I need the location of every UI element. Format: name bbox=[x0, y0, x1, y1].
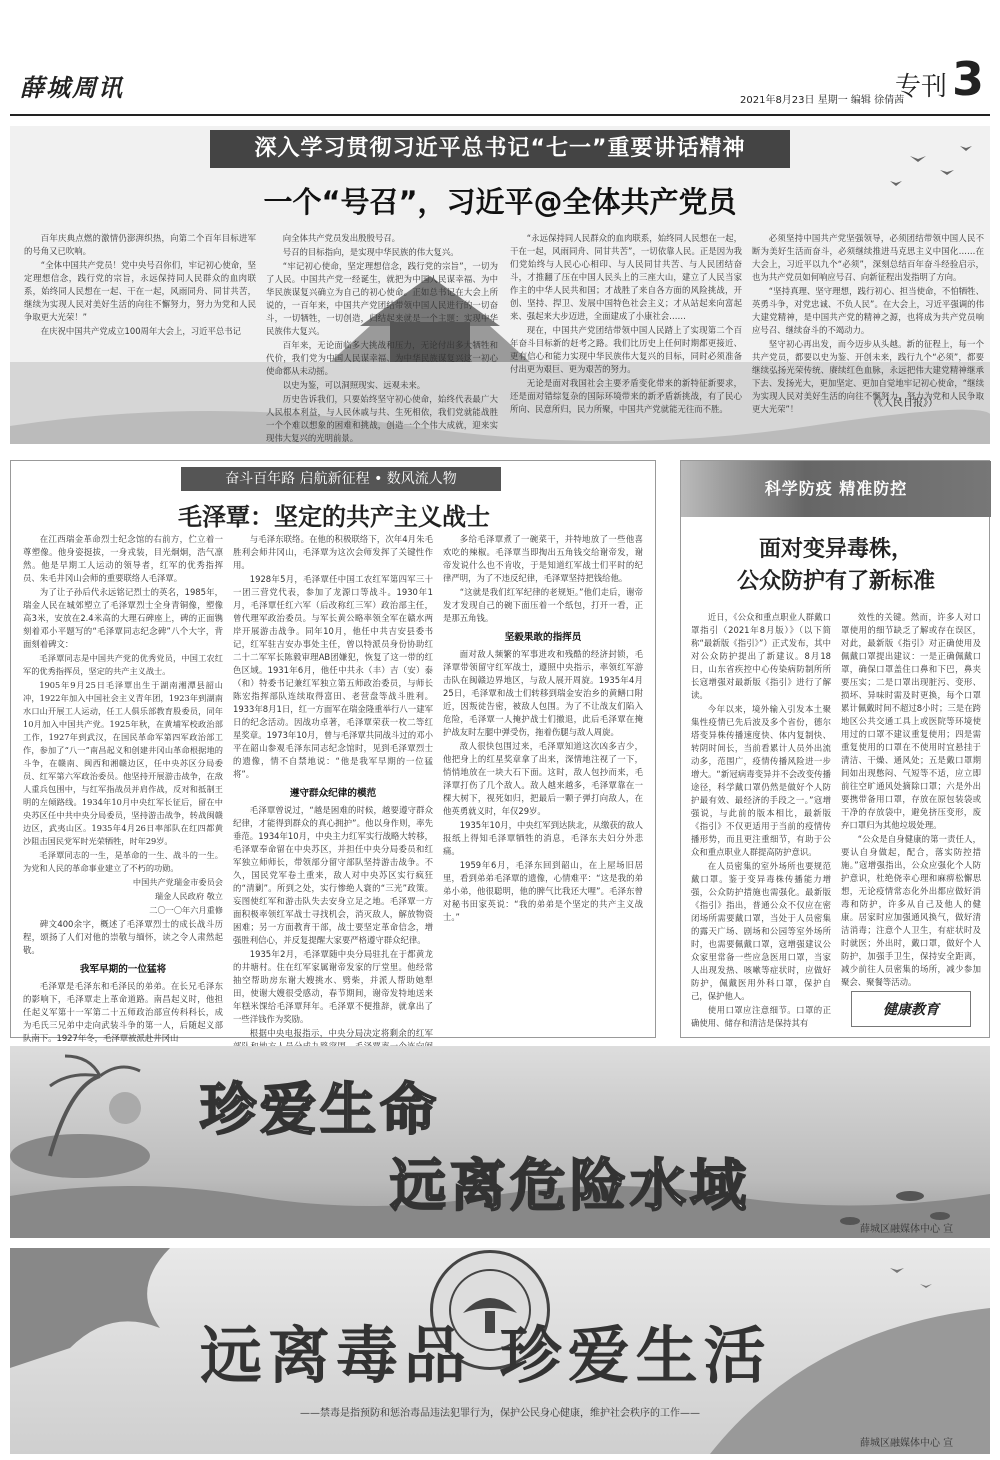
anti-drug-credit: 薛城区融媒体中心 宣 bbox=[860, 1438, 954, 1449]
covid-column-2 bbox=[841, 611, 981, 990]
feature-column-4 bbox=[752, 232, 984, 417]
anti-drug-subtitle: ——禁毒是指预防和惩治毒品违法犯罪行为，保护公民身心健康，维护社会秩序的工作—— bbox=[300, 1408, 700, 1419]
signature: 中国共产党瑞金市委员会 bbox=[132, 877, 223, 887]
paragraph: “永远保持同人民群众的血肉联系，始终同人民想在一起，干在一起，风雨同舟、同甘共苦”，一切依靠人民。正是因为我们党始终与人民心心相印、与人民同甘共苦、与人民团结奋斗，才推翻了压在中国人民头上的三座大山，建立了人民当家作主的中华人民共和国；才战胜了来自各方面的风险挑战，开创、坚持、捍卫、发展中国特色社会主义；才从站起来向富起来、强起来大步迈进，全面建成了小康社会…… bbox=[510, 233, 742, 321]
paragraph: 近日，《公众和重点职业人群戴口罩指引（2021年8月版）》（以下简称“最新版《指引》”）正式发布，其中对公众防护提出了新建议。8月18日，山东省疾控中心传染病防制所所长寇增强对最新版《指引》进行了解读。 bbox=[691, 612, 831, 700]
article-title: 毛泽覃：坚定的共产主义战士 bbox=[178, 502, 490, 531]
paragraph: 毛泽覃同志是中国共产党的优秀党员，中国工农红军的优秀指挥员，坚定的共产主义战士。 bbox=[23, 653, 223, 676]
paragraph: “全体中国共产党员！党中央号召你们，牢记初心使命，坚定理想信念，践行党的宗旨，永远保持同人民群众的血肉联系，始终同人民想在一起、干在一起，风雨同舟、同甘共苦，继续为实现人民对美好生活的向往不懈努力，努力为党和人民争取更大光荣！” bbox=[24, 260, 256, 322]
paragraph: 现在，中国共产党团结带领中国人民踏上了实现第二个百年奋斗目标新的赶考之路。我们比历史上任何时期都更接近、更有信心和能力实现中华民族伟大复兴的目标，同时必须准备付出更为艰巨、更为艰苦的努力。 bbox=[510, 325, 742, 374]
paragraph: 1935年10月，中央红军到达陕北，从缴获的敌人报纸上得知毛泽覃牺牲的消息，毛泽东夫妇分外悲痛。 bbox=[443, 820, 643, 856]
paragraph: 向全体共产党员发出殷殷号召。 bbox=[282, 233, 401, 243]
water-safety-banner bbox=[10, 1046, 990, 1238]
paragraph: 号召的目标指向，是实现中华民族的伟大复兴。 bbox=[282, 247, 459, 257]
article-banner: 奋斗百年路 启航新征程 • 数风流人物 bbox=[181, 467, 501, 491]
paragraph: 敌人很快包围过来，毛泽覃知道这次凶多吉少，他把身上的红星奖章拿了出来，深情地注视了一下，悄悄地放在一块大石下面。这时，敌人包抄而来，毛泽覃打伤了几个敌人。敌人越来越多，毛泽覃靠在一棵大树下，视死如归，把最后一颗子弹打向敌人，在他英勇就义时，年仅29岁。 bbox=[443, 741, 643, 816]
subheading: 遵守群众纪律的模范 bbox=[289, 788, 377, 799]
feature-column-2 bbox=[266, 232, 498, 444]
paragraph: 1959年6月，毛泽东回到韶山，在上屋场旧居里，看到弟弟毛泽覃的遗像，心情难平：“这是我的弟弟小弟，他很聪明，他的脾气比我还大哩”。毛泽东曾对秘书田家英说：“我的弟弟是个坚定的共产主义战士。” bbox=[443, 860, 643, 922]
covid-title bbox=[681, 533, 991, 597]
paragraph: 碑文400余字，概述了毛泽覃烈士的成长战斗历程，颂扬了人们对他的崇敬与缅怀，读之令人肃然起敬。 bbox=[23, 919, 223, 955]
paragraph: 今年以来，境外输入引发本土聚集性疫情已先后波及多个省份，德尔塔变异株传播速度快、体内复制快、转阴时间长，当前看累计人员外出流动多，范围广，疫情传播风险进一步增大。“新冠病毒变异并不会改变传播途径，科学戴口罩仍然是做好个人防护最有效、最经济的手段之一。”寇增强说，与此前的版本相比，最新版《指引》不仅更适用于当前的疫情传播形势，而且更注重细节，有助于公众和重点职业人群提高防护意识。 bbox=[691, 704, 831, 857]
memorial-inscription bbox=[23, 652, 223, 917]
water-slogan-line1: 珍爱生命 bbox=[200, 1078, 440, 1143]
paragraph: 使用口罩应注意细节。口罩的正确使用、储存和清洁是保持其有 bbox=[691, 1005, 831, 1028]
paragraph: 历史告诉我们，只要始终坚守初心使命，始终代表最广大人民根本利益，与人民休戚与共、生死相依，我们党就能战胜一个个难以想象的困难和挑战，创造一个个伟大成就，迎来实现伟大复兴的光明前景。 bbox=[266, 394, 498, 443]
paragraph: “牢记初心使命，坚定理想信念，践行党的宗旨”，一切为了人民。中国共产党一经诞生，就把为中国人民谋幸福、为中华民族谋复兴确立为自己的初心使命。正如总书记在大会上所说的，一百年来，中国共产党团结带领中国人民进行的一切奋斗，一切牺牲，一切创造，归结起来就是一个主题：实现中华民族伟大复兴。 bbox=[266, 261, 498, 336]
paragraph: 1905年9月25日毛泽覃出生于湖南湘潭县韶山冲，1922年加入中国社会主义青年团，1923年到湖南水口山开展工人运动，任工人俱乐部教育股委员，同年10月加入中国共产党。1925年秋，在黄埔军校政治部工作，1927年到武汉，在国民革命军第四军政治部工作，参加了“八一”南昌起义和创建井冈山革命根据地的斗争，在赣南、闽西和湘赣边区，任中央苏区分局委员、红军第六军政治委员。他坚持开展游击战争，在敌人重兵包围中，与红军指战员并肩作战，反对和抵制王明的左倾路线。1934年10月中央红军长征后，留在中央苏区任中共中央分局委员，坚持游击战争，转战闽赣边区，武夷山区。1935年4月26日率部队在红四都黄沙阻击国民党军时光荣牺牲，时年29岁。 bbox=[23, 680, 223, 846]
section-label: 专刊 bbox=[895, 72, 948, 102]
paragraph: 毛泽覃是毛泽东和毛泽民的弟弟。在长兄毛泽东的影响下，毛泽覃走上革命道路。南昌起义时，他担任起义军第十一军第二十五师政治部宣传科科长，成为毛氏三兄弟中走向武装斗争的第一人，后随起义部队南下。1927年冬，毛泽覃被派赴井冈山 bbox=[23, 981, 223, 1043]
covid-column-1 bbox=[691, 611, 831, 1031]
paper-name: 薛城周讯 bbox=[20, 73, 124, 102]
subheading: 我军早期的一位猛将 bbox=[79, 964, 167, 975]
covid-title-line: 公众防护有了新标准 bbox=[736, 568, 935, 594]
paragraph: 无论是面对我国社会主要矛盾变化带来的新特征新要求，还是面对错综复杂的国际环境带来的新矛盾新挑战，有了民心所向、民意所归，民力所聚，中国共产党就能无往而不胜。 bbox=[510, 378, 742, 414]
anti-drug-banner bbox=[10, 1248, 990, 1454]
feature-column-3 bbox=[510, 232, 742, 417]
paragraph: 以史为鉴，可以洞照现实、远观未来。 bbox=[282, 380, 426, 390]
feature-section bbox=[10, 126, 990, 444]
health-education-stamp: 健康教育 bbox=[851, 991, 971, 1027]
subheading: 坚毅果敢的指挥员 bbox=[504, 632, 582, 643]
signature: 瑞金人民政府 敬立 bbox=[154, 891, 223, 901]
paragraph: 在庆祝中国共产党成立100周年大会上，习近平总书记 bbox=[40, 326, 242, 336]
masthead bbox=[0, 0, 1000, 118]
article-column-1 bbox=[23, 533, 223, 1046]
feature-banner: 深入学习贯彻习近平总书记“七一”重要讲话精神 bbox=[210, 130, 790, 168]
anti-drug-slogan: 远离毒品 珍爱生活 bbox=[200, 1319, 772, 1392]
paragraph: 百年庆典点燃的激情仍澎湃织热，向第二个百年目标进军的号角又已吹响。 bbox=[24, 233, 256, 256]
paragraph: 百年来，无论面临多大挑战和压力，无论付出多大牺牲和代价，我们党为中国人民谋幸福、为中华民族谋复兴这一初心使命都从未动摇。 bbox=[266, 340, 498, 376]
paragraph: “坚持真理、坚守理想，践行初心、担当使命，不怕牺牲、英勇斗争，对党忠诚、不负人民”。在大会上，习近平强调的伟大建党精神，是中国共产党的精神之源，也将成为共产党员响应号召、继续奋斗的不竭动力。 bbox=[752, 286, 984, 335]
paragraph: 在人员密集的室外场所也要规范戴口罩。鉴于变异毒株传播能力增强，公众防护措施也需强化。最新版《指引》指出，普通公众不仅应在密闭场所需要戴口罩，当处于人员密集的露天广场、剧场和公园等室外场所时，也需要佩戴口罩，寇增强建议公众家里常备一些应急医用口罩，当家人出现发热、咳嗽等症状时，应做好防护，佩戴医用外科口罩，保护自己，保护他人。 bbox=[691, 861, 831, 1001]
feature-column-1 bbox=[24, 232, 256, 339]
paragraph: 1935年2月，毛泽覃随中央分局驻扎在于都黄龙的井塘村。住在红军家属谢帝发家的厅堂里。他经常抽空帮助房东谢大嫂挑水、劈柴，并派人帮助她犁田，使谢大嫂很受感动，春节期间，谢帝发特地送来年糕米馃给毛泽覃拜年。毛泽覃不便推辞，就拿出了一些洋钱作为奖励。 bbox=[233, 949, 433, 1024]
article-column-3 bbox=[443, 533, 643, 925]
covid-banner: 科学防疫 精准防控 bbox=[681, 461, 991, 517]
paragraph: 在江西瑞金革命烈士纪念馆的右前方，伫立着一尊塑像。他身姿挺拔，一身戎装，目光炯炯，浩气凛然。他是早期工人运动的领导者，红军的优秀指挥员、朱毛井冈山会师的重要联络人毛泽覃。 bbox=[23, 534, 223, 583]
paragraph: 坚守初心再出发，而今迈步从头越。新的征程上，每一个共产党员，都要以史为鉴、开创未来，践行九个“必须”，都要继续弘扬光荣传统、赓续红色血脉，永远把伟大建党精神继承下去、发扬光大，更加坚定、更加自觉地牢记初心使命，“继续为实现人民对美好生活的向往不懈努力，努力为党和人民争取更大光荣”！ bbox=[752, 339, 984, 414]
paragraph: 1928年5月，毛泽覃任中国工农红军第四军三十一团三营党代表，参加了龙源口等战斗。1930年1月，毛泽覃任红六军（后改称红三军）政治部主任，曾代理军政治委员。与军长黄公略率领全军在赣水两岸开展游击战争。同年10月，他任中共吉安县委书记，红军驻吉安办事处主任，曾以特派员身份协助红二十二军军长陈毅审理AB团嫌犯，恢复了这一带的红色区域。1931年6月，他任中共永（丰）吉（安）泰（和）特委书记兼红军独立第五师政治委员，与师长陈宏指挥部队连续取得富田、老营盘等战斗胜利。1933年8月1日，红一方面军在瑞金隆重举行八一建军日的纪念活动。因战功卓著，毛泽覃荣获一枚二等红星奖章。1973年10月，曾与毛泽覃共同战斗过的邓小平在韶山参观毛泽东同志纪念馆时，见到毛泽覃烈士的遗像，情不自禁地说：“他是我军早期的一位猛将”。 bbox=[233, 574, 433, 779]
water-slogan-line2: 远离危险水域 bbox=[390, 1154, 750, 1219]
covid-section bbox=[680, 460, 990, 1038]
paragraph: 必须坚持中国共产党坚强领导，必须团结带领中国人民不断为美好生活而奋斗，必须继续推进马克思主义中国化……在大会上，习近平以九个“必须”，深刻总结百年奋斗经验启示，也为共产党员如何响应号召、向新征程出发指明了方向。 bbox=[752, 233, 984, 282]
article-column-2 bbox=[233, 533, 433, 1080]
feature-source: （《人民日报》） bbox=[868, 398, 938, 409]
paragraph: 毛泽覃同志的一生，是革命的一生、战斗的一生。为党和人民的革命事业建立了不朽的功勋。 bbox=[23, 850, 223, 873]
paragraph: “这就是我们红军纪律的老规矩。”他们走后，谢帝发才发现自己的碗下面压着一个纸包，打开一看，正是那五角钱。 bbox=[443, 587, 643, 623]
signature-date: 二〇一〇年六月重修 bbox=[149, 905, 223, 915]
paragraph: 根据中央电报指示，中央分局决定将剩余的红军 bbox=[249, 1028, 433, 1038]
masthead-rule bbox=[10, 114, 990, 116]
covid-title-line: 面对变异毒株， bbox=[758, 536, 913, 562]
article-section bbox=[10, 460, 656, 1043]
water-credit: 薛城区融媒体中心 宣 bbox=[860, 1224, 954, 1235]
section-number: 3 bbox=[952, 52, 985, 106]
paragraph: 毛泽覃曾说过，“越是困难的时候，越要遵守群众纪律，才能得到群众的真心拥护”。他以身作则，率先垂范。1934年10月，中央主力红军实行战略大转移，毛泽覃奉命留在中央苏区，并担任中央分局委员和红军独立师师长，带领部分留守部队坚持游击战争。不久，国民党军卷土重来，敌人对中央苏区实行疯狂的“清剿”。所到之处，实行惨绝人寰的“三光”政策。妄图使红军和游击队失去安身立足之地。毛泽覃一方面积极率领红军战士寻找机会，消灭敌人，解放物资困难；另一方面教育干部，战士要坚定革命信念，增强胜利信心，并反复提醒大家要严格遵守群众纪律。 bbox=[233, 805, 433, 945]
paragraph: 多给毛泽覃煮了一碗菜干，并特地放了一些他喜欢吃的辣椒。毛泽覃当即掏出五角钱交给谢帝发，谢帝发说什么也不肯收，于是知道红军战士们平时的纪律严明，为了不违反纪律，毛泽覃坚持把钱给他。 bbox=[443, 534, 643, 583]
dateline: 2021年8月23日 星期一 编辑 徐倩茜 bbox=[740, 95, 905, 106]
paragraph: “公众是自身健康的第一责任人，要认自身做起，配合，落实防控措施。”寇增强指出，公众应强化个人防护意识，杜绝侥幸心理和麻痹松懈思想，无论疫情常态化外出都应做好消毒和防护，许多从自己及他人的健康。居家时应加强通风换气，做好清洁消毒；注意个人卫生，有症状时及时就医；外出时，戴口罩，做好个人防护，加强手卫生，保持安全距离，减少前往人员密集的场所，减少参加聚会、聚餐等活动。 bbox=[841, 834, 981, 987]
paragraph: 与毛泽东联络。在他的积极联络下，次年4月朱毛胜利会师井冈山，毛泽覃为这次会师发挥了关键性作用。 bbox=[233, 534, 433, 570]
paragraph: 面对敌人频繁的军事进攻和残酷的经济封锁，毛泽覃带领留守红军战士，遵照中央指示，率领红军游击队在闽赣边界地区，与敌人展开周旋。1935年4月25日，毛泽覃和战士们转移到瑞金安治乡的黄鳝口附近，因叛徒告密，被敌人包围。为了不让战友们陷入危险，毛泽覃一人掩护战士们撤退，此后毛泽覃在掩护战友时左腿中弹受伤，拖着伤腿与敌人周旋。 bbox=[443, 649, 643, 737]
feature-title: 一个“号召”，习近平@全体共产党员 bbox=[263, 185, 737, 219]
paragraph: 效性的关键。然而，许多人对口罩使用的细节缺乏了解或存在误区，对此，最新版《指引》对正确使用及佩戴口罩提出建议：一是正确佩戴口罩，确保口罩盖住口鼻和下巴，鼻夹要压实；二是口罩出现脏污、变形、损坏、异味时需及时更换，每个口罩累计佩戴时间不超过8小时；三是在跨地区公共交通工具上或医院等环境使用过的口罩不建议重复使用；四是需重复使用的口罩在不使用时宜悬挂于清洁、干燥、通风处；五是戴口罩期间如出现憋闷、气短等不适，应立即前往空旷通风处摘除口罩；六是外出要携带备用口罩，存放在原包装袋或干净的存放袋中，避免挤压变形，废弃口罩归为其他垃圾处理。 bbox=[841, 612, 981, 830]
paragraph: 为了让子孙后代永远铭记烈士的英名，1985年，瑞金人民在城郊塑立了毛泽覃烈士全身青铜像，塑像高3米，安放在2.4米高的大理石碑座上，碑的正面镌刻着邓小平题写的“毛泽覃同志纪念碑”八个大字，背面刻着碑文： bbox=[23, 587, 223, 649]
